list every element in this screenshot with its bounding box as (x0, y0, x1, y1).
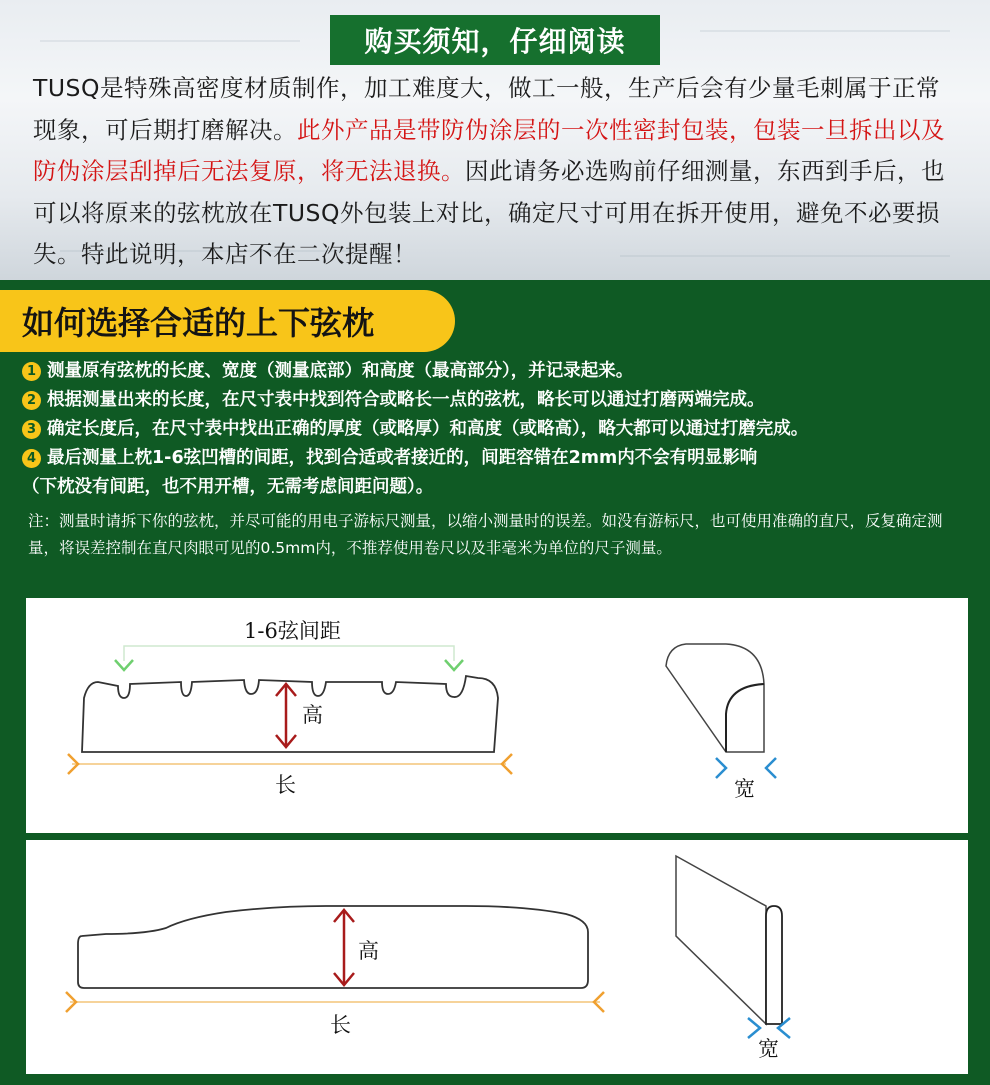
measurement-note: 注：测量时请拆下你的弦枕，并尽可能的用电子游标尺测量，以缩小测量时的误差。如没有游标尺，也可使用准确的直尺，反复确定测量，将误差控制在直尺肉眼可见的0.5mm内，不推荐使用卷尺以及非毫米为单位的尺子测量。 (28, 512, 943, 557)
notice-text-normal: TUSQ是特殊高密度材质制作，加工难度大，做工一般，生产后会有少量毛刺属于正常现象，可后期打磨解决。 (33, 74, 940, 144)
notice-text-warning: 此外产品是带防伪涂层的一次性密封包装，包装一旦拆出以及防伪涂层刮掉后无法复原，将无法退换。 (33, 115, 945, 185)
saddle-outline (78, 906, 588, 988)
saddle-diagram (26, 840, 968, 1074)
width-label: 宽 (734, 777, 755, 801)
width-label: 宽 (758, 1037, 779, 1061)
purchase-notice (0, 0, 990, 280)
saddle-side-face (676, 856, 766, 1024)
width-left-arrow-icon (748, 1018, 760, 1038)
nut-side-profile (666, 644, 764, 752)
length-label: 长 (275, 773, 296, 797)
step-number-badge: 4 (22, 449, 41, 468)
spacing-bracket (124, 646, 454, 661)
spacing-label: 1-6弦间距 (244, 619, 341, 643)
upper-nut-diagram (26, 598, 968, 833)
step-item (22, 386, 982, 415)
height-label: 高 (358, 939, 379, 963)
saddle-diagram-panel (26, 840, 968, 1074)
step-number-badge: 3 (22, 420, 41, 439)
step-number-badge: 2 (22, 391, 41, 410)
notice-title: 购买须知，仔细阅读 (330, 15, 660, 65)
saddle-side-edge (766, 906, 782, 1024)
step-continuation: （下枕没有间距，也不用开槽，无需考虑间距问题）。 (22, 477, 434, 497)
step-item (22, 357, 982, 386)
step-number-badge: 1 (22, 362, 41, 381)
notice-text (33, 68, 963, 276)
step-item (22, 444, 982, 473)
upper-nut-diagram-panel (26, 598, 968, 833)
section-heading: 如何选择合适的上下弦枕 (0, 290, 455, 352)
bg-decor (40, 40, 300, 42)
notice-text-normal-2: 因此请务必选购前仔细测量，东西到手后，也可以将原来的弦枕放在TUSQ外包装上对比，确定尺寸可用在拆开使用，避免不必要损失。特此说明，本店不在二次提醒！ (33, 157, 945, 268)
steps-list (22, 357, 982, 502)
step-text: 最后测量上枕1-6弦凹槽的间距，找到合适或者接近的，间距容错在2mm内不会有明显影响 (47, 448, 758, 468)
width-right-arrow-icon (766, 758, 776, 778)
step-text: 测量原有弦枕的长度、宽度（测量底部）和高度（最高部分），并记录起来。 (47, 361, 634, 381)
spacing-right-arrow-icon (445, 660, 463, 670)
width-left-arrow-icon (716, 758, 726, 778)
bg-decor (700, 30, 950, 32)
step-text: 确定长度后，在尺寸表中找出正确的厚度（或略厚）和高度（或略高），略大都可以通过打磨完成。 (47, 419, 809, 439)
length-right-arrow-icon (502, 754, 512, 774)
step-text: 根据测量出来的长度，在尺寸表中找到符合或略长一点的弦枕，略长可以通过打磨两端完成。 (47, 390, 765, 410)
height-label: 高 (302, 703, 323, 727)
spacing-left-arrow-icon (115, 660, 133, 670)
step-item (22, 415, 982, 444)
length-label: 长 (330, 1013, 351, 1037)
